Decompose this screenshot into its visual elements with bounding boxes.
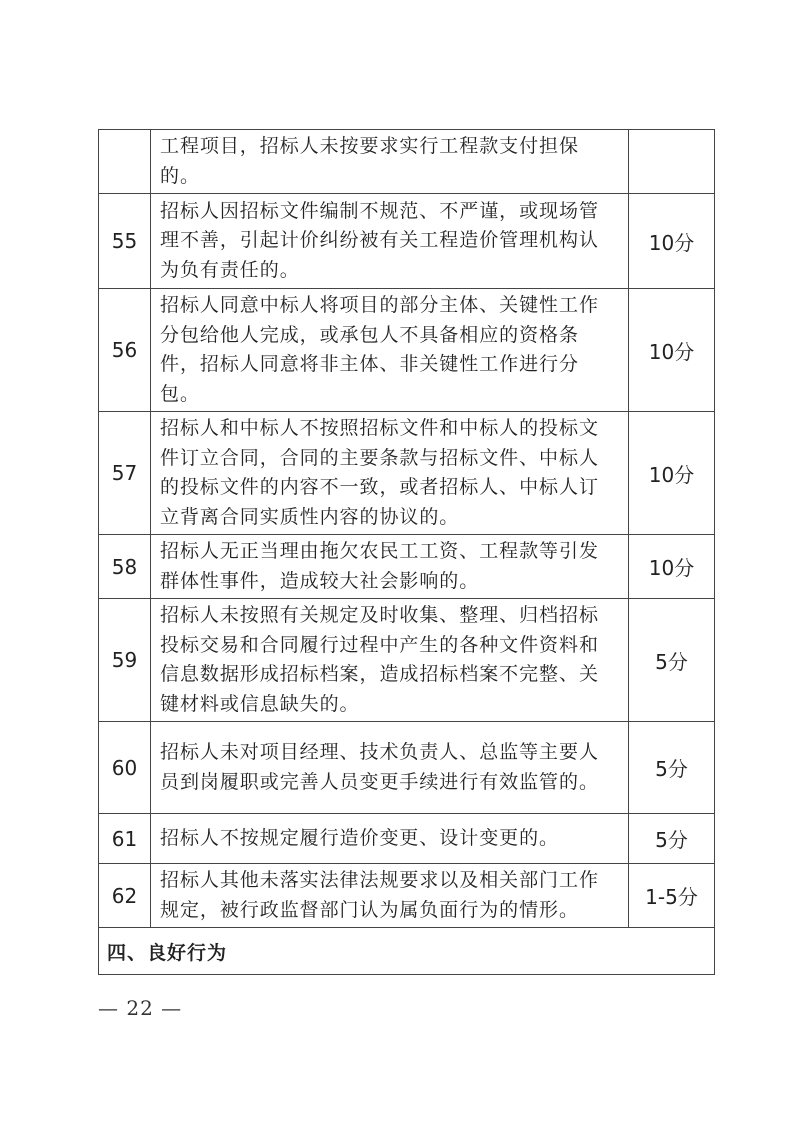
section-heading: 四、良好行为: [99, 928, 715, 975]
table-row: [99, 535, 715, 599]
row-description: 工程项目，招标人未按要求实行工程款支付担保的。: [151, 130, 629, 194]
row-number: 58: [99, 535, 151, 599]
row-score: 5分: [629, 599, 715, 722]
row-score: 10分: [629, 194, 715, 289]
row-description: 招标人未按照有关规定及时收集、整理、归档招标投标交易和合同履行过程中产生的各种文件资料和信息数据形成招标档案，造成招标档案不完整、关键材料或信息缺失的。: [151, 599, 629, 722]
section-heading-row: [99, 928, 715, 975]
table-row: [99, 722, 715, 814]
row-number: 59: [99, 599, 151, 722]
row-number: 60: [99, 722, 151, 814]
table-row: [99, 864, 715, 928]
row-number: [99, 130, 151, 194]
row-description: 招标人同意中标人将项目的部分主体、关键性工作分包给他人完成，或承包人不具备相应的资格条件，招标人同意将非主体、非关键性工作进行分包。: [151, 289, 629, 412]
row-description: 招标人和中标人不按照招标文件和中标人的投标文件订立合同，合同的主要条款与招标文件、中标人的投标文件的内容不一致，或者招标人、中标人订立背离合同实质性内容的协议的。: [151, 412, 629, 535]
row-description: 招标人未对项目经理、技术负责人、总监等主要人员到岗履职或完善人员变更手续进行有效监管的。: [151, 722, 629, 814]
score-table: [98, 129, 715, 975]
table-row: [99, 289, 715, 412]
row-number: 61: [99, 814, 151, 864]
page-number: — 22 —: [98, 996, 183, 1020]
row-description: 招标人因招标文件编制不规范、不严谨，或现场管理不善，引起计价纠纷被有关工程造价管理机构认为负有责任的。: [151, 194, 629, 289]
row-score: 10分: [629, 535, 715, 599]
table-row: [99, 130, 715, 194]
row-description: 招标人无正当理由拖欠农民工工资、工程款等引发群体性事件，造成较大社会影响的。: [151, 535, 629, 599]
row-score: 5分: [629, 722, 715, 814]
table-row: [99, 412, 715, 535]
row-number: 62: [99, 864, 151, 928]
row-description: 招标人不按规定履行造价变更、设计变更的。: [151, 814, 629, 864]
row-score: 1-5分: [629, 864, 715, 928]
row-number: 56: [99, 289, 151, 412]
row-number: 55: [99, 194, 151, 289]
row-score: 10分: [629, 412, 715, 535]
row-score: 10分: [629, 289, 715, 412]
table-row: [99, 599, 715, 722]
row-score: [629, 130, 715, 194]
table-row: [99, 814, 715, 864]
row-description: 招标人其他未落实法律法规要求以及相关部门工作规定，被行政监督部门认为属负面行为的情形。: [151, 864, 629, 928]
row-number: 57: [99, 412, 151, 535]
row-score: 5分: [629, 814, 715, 864]
table-row: [99, 194, 715, 289]
